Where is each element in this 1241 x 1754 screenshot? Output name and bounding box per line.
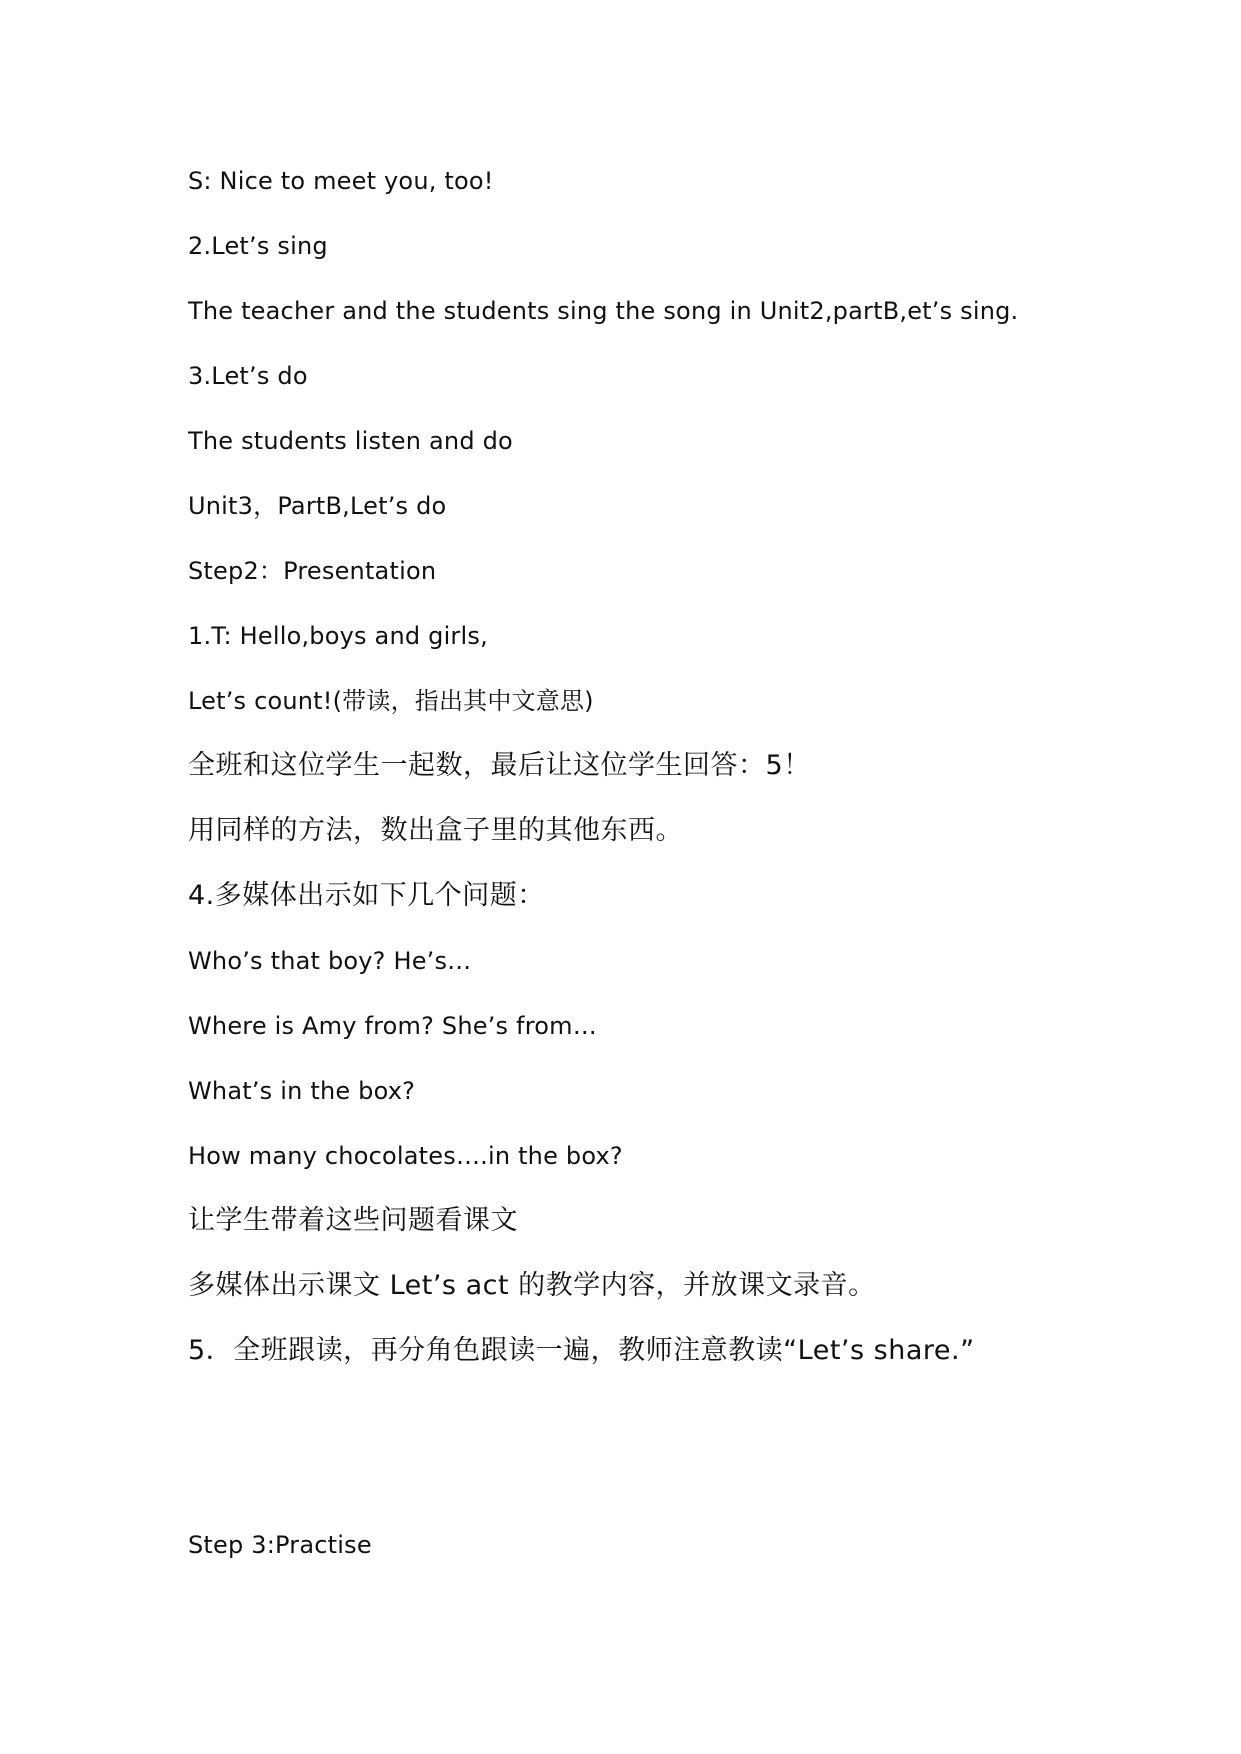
line-question-chocolates: How many chocolates….in the box?: [188, 1142, 623, 1170]
line-step3-heading: Step 3:Practise: [188, 1531, 372, 1559]
line-listen-and-do: The students listen and do: [188, 427, 513, 455]
line-sing-description: The teacher and the students sing the song in Unit2,partB,et’s sing.: [188, 297, 1019, 325]
line-multimedia-questions: 4.多媒体出示如下几个问题：: [188, 880, 545, 911]
line-teacher-hello: 1.T: Hello,boys and girls,: [188, 622, 488, 650]
line-question-amy: Where is Amy from? She’s from…: [188, 1012, 597, 1040]
line-greeting-reply: S: Nice to meet you, too!: [188, 167, 494, 195]
line-same-method: 用同样的方法，数出盒子里的其他东西。: [188, 815, 683, 846]
line-question-box: What’s in the box?: [188, 1077, 416, 1105]
line-lets-count: Let’s count!(带读，指出其中文意思): [188, 687, 594, 715]
line-multimedia-act: 多媒体出示课文 Let’s act 的教学内容，并放课文录音。: [188, 1270, 876, 1301]
line-lets-do-heading: 3.Let’s do: [188, 362, 308, 390]
line-step2-heading: Step2：Presentation: [188, 557, 437, 585]
line-class-count: 全班和这位学生一起数，最后让这位学生回答：5！: [188, 750, 811, 781]
line-lets-sing-heading: 2.Let’s sing: [188, 232, 328, 260]
line-unit3-partb: Unit3，PartB,Let’s do: [188, 492, 447, 520]
line-question-boy: Who’s that boy? He’s…: [188, 947, 472, 975]
line-read-text: 让学生带着这些问题看课文: [188, 1205, 518, 1236]
line-follow-reading: 5．全班跟读，再分角色跟读一遍，教师注意教读“Let’s share.”: [188, 1335, 975, 1366]
